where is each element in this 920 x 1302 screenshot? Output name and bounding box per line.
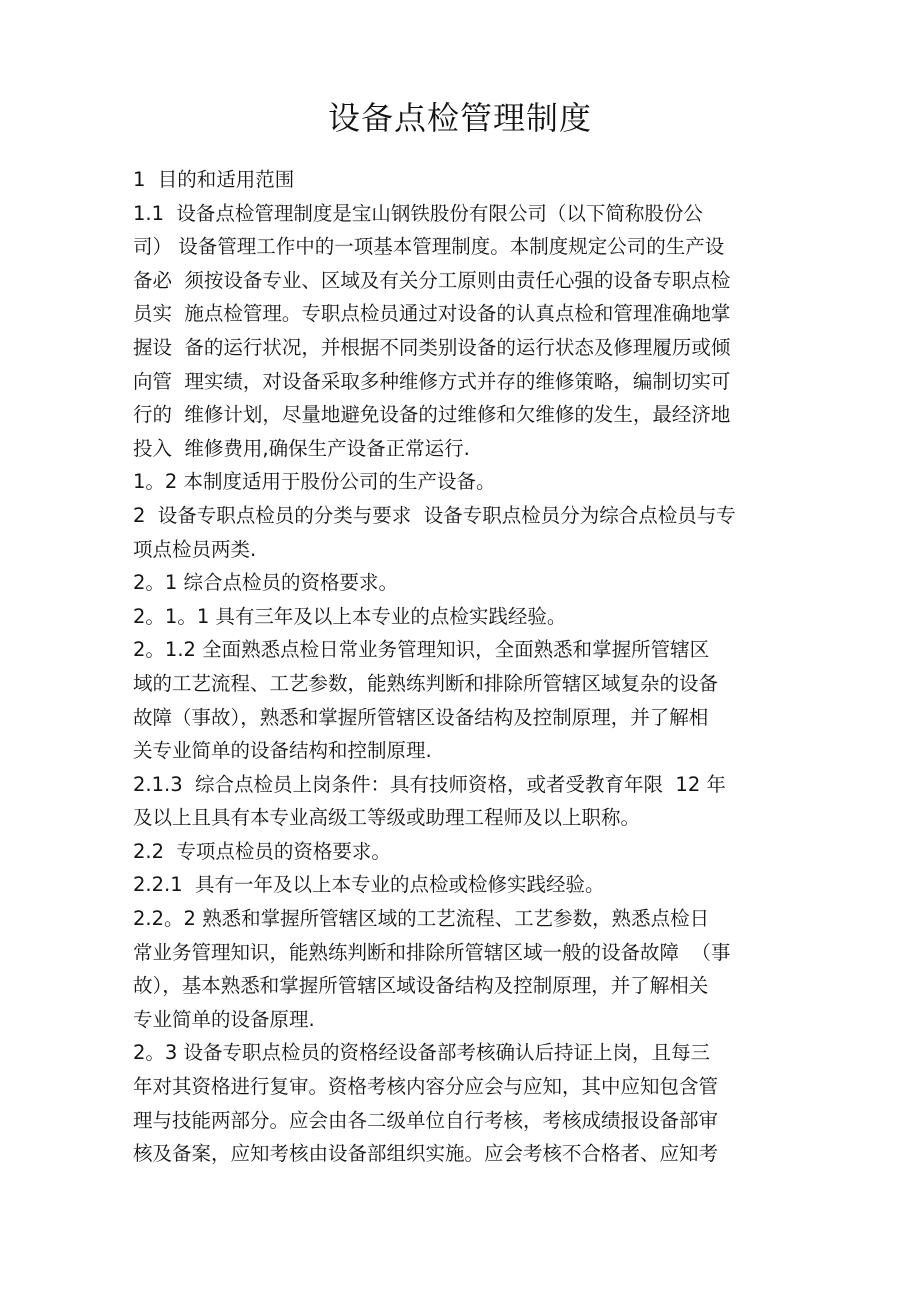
text-line: 域的工艺流程、工艺参数，能熟练判断和排除所管辖区域复杂的设备 xyxy=(133,671,719,695)
text-line: 投入 维修费用,确保生产设备正常运行. xyxy=(133,436,470,460)
text-line: 故），基本熟悉和掌握所管辖区域设备结构及控制原理，并了解相关 xyxy=(133,974,709,998)
text-line: 员实 施点检管理。专职点检员通过对设备的认真点检和管理准确地掌 xyxy=(133,302,731,326)
text-line: 司） 设备管理工作中的一项基本管理制度。本制度规定公司的生产设 xyxy=(133,235,725,259)
text-line: 2。3 设备专职点检员的资格经设备部考核确认后持证上岗，且每三 xyxy=(133,1041,711,1065)
text-line: 2.1.3 综合点检员上岗条件：具有技师资格，或者受教育年限 12 年 xyxy=(133,772,726,796)
document-body xyxy=(133,163,813,1171)
text-line: 2.2。2 熟悉和掌握所管辖区域的工艺流程、工艺参数，熟悉点检日 xyxy=(133,907,710,931)
text-line: 故障（事故），熟悉和掌握所管辖区设备结构及控制原理，并了解相 xyxy=(133,705,709,729)
text-line: 年对其资格进行复审。资格考核内容分应会与应知，其中应知包含管 xyxy=(133,1075,719,1099)
text-line: 2。1.2 全面熟悉点检日常业务管理知识，全面熟悉和掌握所管辖区 xyxy=(133,638,710,662)
text-line: 2.2 专项点检员的资格要求。 xyxy=(133,839,391,863)
text-line: 2 设备专职点检员的分类与要求 设备专职点检员分为综合点检员与专 xyxy=(133,503,736,527)
text-line: 项点检员两类. xyxy=(133,537,257,561)
text-line: 核及备案，应知考核由设备部组织实施。应会考核不合格者、应知考 xyxy=(133,1142,719,1166)
document-title: 设备点检管理制度 xyxy=(327,99,592,137)
text-line: 1.1 设备点检管理制度是宝山钢铁股份有限公司（以下简称股份公 xyxy=(133,201,703,225)
text-line: 常业务管理知识，能熟练判断和排除所管辖区域一般的设备故障 （事 xyxy=(133,940,731,964)
text-line: 专业简单的设备原理. xyxy=(133,1007,315,1031)
text-line: 及以上且具有本专业高级工等级或助理工程师及以上职称。 xyxy=(133,806,641,830)
text-line: 备必 须按设备专业、区域及有关分工原则由责任心强的设备专职点检 xyxy=(133,268,731,292)
text-line: 握设 备的运行状况，并根据不同类别设备的运行状态及修理履历或倾 xyxy=(133,335,731,359)
text-line: 向管 理实绩，对设备采取多种维修方式并存的维修策略，编制切实可 xyxy=(133,369,731,393)
text-line: 行的 维修计划，尽量地避免设备的过维修和欠维修的发生，最经济地 xyxy=(133,403,731,427)
text-line: 理与技能两部分。应会由各二级单位自行考核，考核成绩报设备部审 xyxy=(133,1108,719,1132)
text-line: 2。1。1 具有三年及以上本专业的点检实践经验。 xyxy=(133,604,567,628)
text-line: 1 目的和适用范围 xyxy=(133,168,295,191)
text-line: 2.2.1 具有一年及以上本专业的点检或检修实践经验。 xyxy=(133,873,605,897)
text-line: 关专业简单的设备结构和控制原理. xyxy=(133,739,432,763)
text-line: 1。2 本制度适用于股份公司的生产设备。 xyxy=(133,470,496,494)
text-line: 2。1 综合点检员的资格要求。 xyxy=(133,571,399,595)
